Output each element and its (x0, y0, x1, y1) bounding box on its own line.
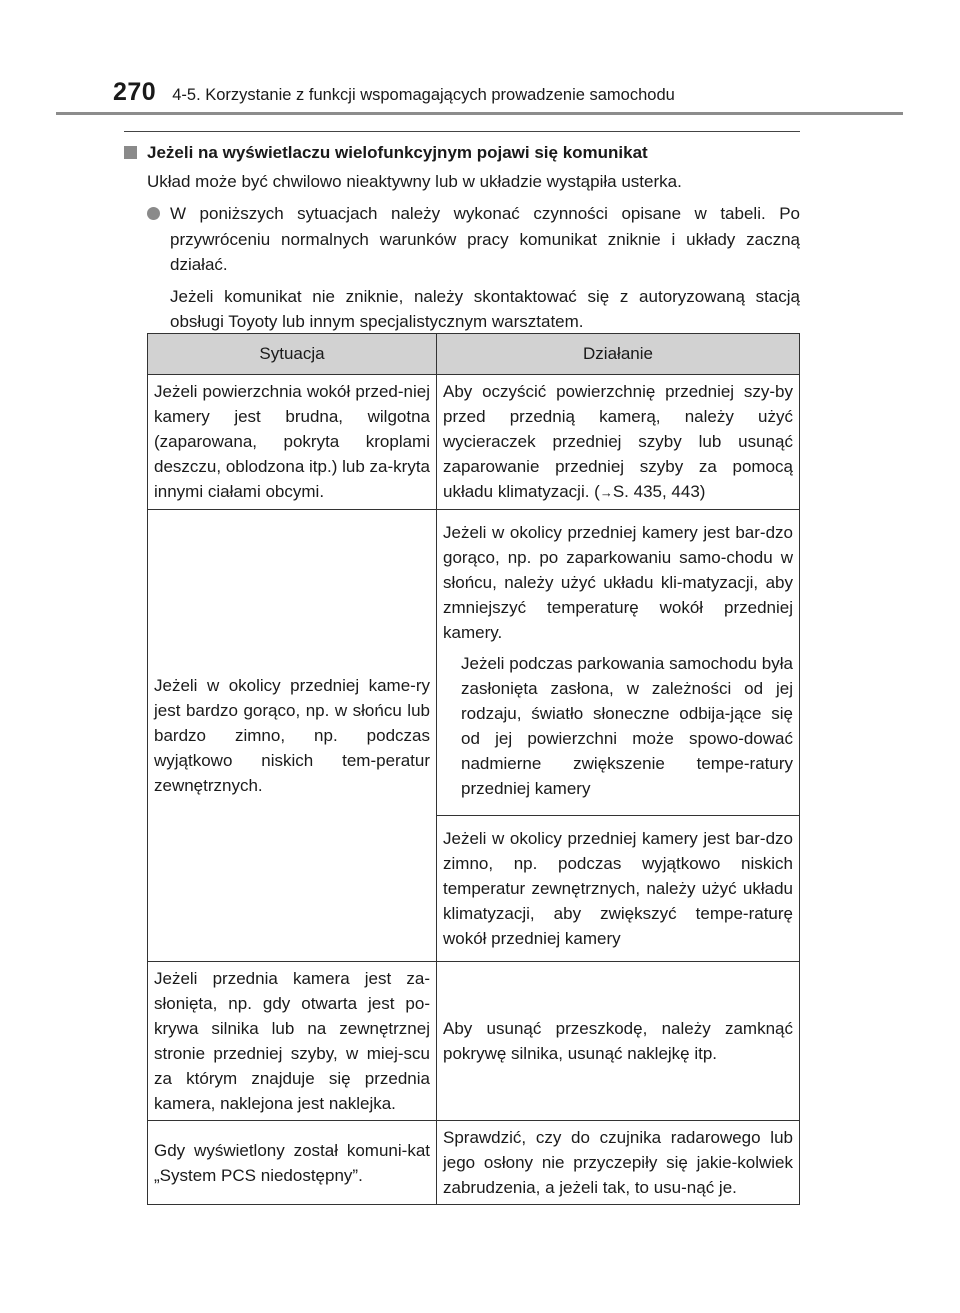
running-title: 4-5. Korzystanie z funkcji wspomagających prowadzenie samochodu (172, 86, 675, 104)
circle-bullet-icon (147, 207, 160, 220)
action-text: Aby oczyścić powierzchnię przedniej szy-by przed przednią kamerą, należy użyć wycieraczek przedniej szyby lub usunąć zaparowanie przedniej szyby za pomocą układu klimatyzacji. ( (443, 382, 793, 501)
page-number: 270 (113, 78, 157, 106)
action-text: Jeżeli w okolicy przedniej kamery jest bar-dzo gorąco, np. po zaparkowaniu samo-chodu w słońcu, należy użyć układu kli-matyzacji, aby zmniejszyć temperaturę wokół przedniej kamery. (443, 523, 793, 642)
page-reference: S. 435, 443) (612, 482, 706, 501)
situation-cell: Jeżeli przednia kamera jest za-słonięta, np. gdy otwarta jest po-krywa silnika lub na zewnętrznej stronie przedniej szyby, w miej-scu za którym znajduje się przednia kamera, naklejona jest naklejka. (148, 962, 437, 1121)
action-cell: Aby usunąć przeszkodę, należy zamknąć pokrywę silnika, usunąć naklejkę itp. (437, 962, 800, 1121)
bullet-text: W poniższych sytuacjach należy wykonać czynności opisane w tabeli. Po przywróceniu normalnych warunków pracy komunikat zniknie i układy zaczną działać. (170, 204, 800, 274)
situation-cell: Jeżeli w okolicy przedniej kame-ry jest bardzo gorąco, np. w słońcu lub bardzo zimno, np. podczas wyjątkowo niskich tem-peratur zewnętrznych. (148, 510, 437, 962)
page-header (113, 78, 675, 107)
action-cell (437, 375, 800, 510)
square-bullet-icon (124, 146, 137, 159)
situation-cell: Gdy wyświetlony został komuni-kat „System PCS niedostępny”. (148, 1121, 437, 1205)
table-row (148, 962, 800, 1121)
action-cell: Jeżeli w okolicy przedniej kamery jest bar-dzo zimno, np. podczas wyjątkowo niskich temperatur zewnętrznych, należy użyć układu klimatyzacji, aby zwiększyć tempe-raturę wokół przedniej kamery (437, 816, 800, 962)
header-divider (56, 112, 903, 115)
table-row (148, 1121, 800, 1205)
section-divider (124, 131, 800, 132)
column-header-situation: Sytuacja (148, 334, 437, 375)
action-note: Jeżeli podczas parkowania samochodu była zasłonięta zasłona, w zależności od jej rodzaju, światło słoneczne odbija-jące się od jej powierzchni może spowo-dować nadmierne zwiększenie tempe-ratury przedniej kamery (461, 654, 793, 798)
section-heading-text: Jeżeli na wyświetlaczu wielofunkcyjnym pojawi się komunikat (147, 143, 648, 162)
bullet-item (147, 201, 800, 278)
arrow-right-icon: → (599, 485, 613, 500)
table-row (148, 510, 800, 816)
situation-action-table (147, 333, 800, 1205)
action-cell: Sprawdzić, czy do czujnika radarowego lub jego osłony nie przyczepiły się jakie-kolwiek zabrudzenia, a jeżeli tak, to usu-nąć je. (437, 1121, 800, 1205)
column-header-action: Działanie (437, 334, 800, 375)
table-row (148, 375, 800, 510)
message-section (124, 141, 800, 335)
bullet-note: Jeżeli komunikat nie zniknie, należy skontaktować się z autoryzowaną stacją obsługi Toyoty lub innym specjalistycznym warsztatem. (170, 286, 800, 331)
situation-cell: Jeżeli powierzchnia wokół przed-niej kamery jest brudna, wilgotna (zaparowana, pokryta kroplami deszczu, oblodzona itp.) lub za-kryta innymi ciałami obcymi. (148, 375, 437, 510)
table-header-row (148, 334, 800, 375)
section-intro: Układ może być chwilowo nieaktywny lub w układzie wystąpiła usterka. (147, 172, 682, 191)
action-cell (437, 510, 800, 816)
section-heading (124, 141, 800, 165)
